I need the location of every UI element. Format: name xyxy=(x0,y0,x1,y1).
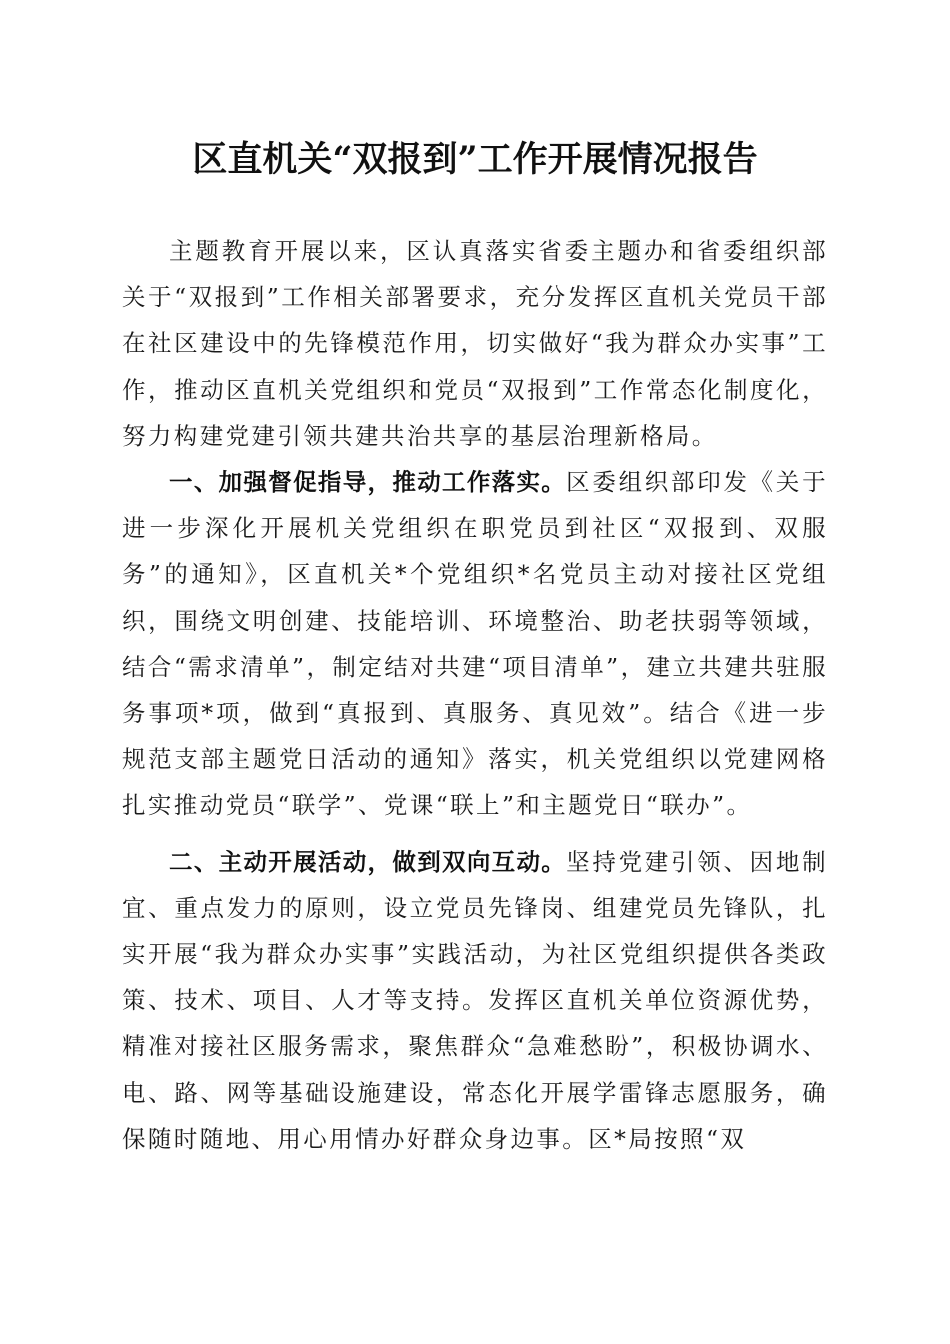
document-body xyxy=(122,228,828,1162)
paragraph-intro xyxy=(122,228,828,459)
section-1-text: 区委组织部印发《关于进一步深化开展机关党组织在职党员到社区“双报到、双服务”的通知》，区直机关*个党组织*名党员主动对接社区党组织，围绕文明创建、技能培训、环境整治、助老扶弱等领域，结合“需求清单”，制定结对共建“项目清单”，建立共建共驻服务事项*项，做到“真报到、真服务、真见效”。结合《进一步规范支部主题党日活动的通知》落实，机关党组织以党建网格扎实推动党员“联学”、党课“联上”和主题党日“联办”。 xyxy=(122,468,829,820)
document-title: 区直机关“双报到”工作开展情况报告 xyxy=(192,139,758,180)
section-2-text: 坚持党建引领、因地制宜、重点发力的原则，设立党员先锋岗、组建党员先锋队，扎实开展“我为群众办实事”实践活动，为社区党组织提供各类政策、技术、项目、人才等支持。发挥区直机关单位资源优势，精准对接社区服务需求，聚焦群众“急难愁盼”，积极协调水、电、路、网等基础设施建设，常态化开展学雷锋志愿服务，确保随时随地、用心用情办好群众身边事。区*局按照“双 xyxy=(122,847,829,1153)
paragraph-intro-text: 主题教育开展以来，区认真落实省委主题办和省委组织部关于“双报到”工作相关部署要求，充分发挥区直机关党员干部在社区建设中的先锋模范作用，切实做好“我为群众办实事”工作，推动区直机关党组织和党员“双报到”工作常态化制度化，努力构建党建引领共建共治共享的基层治理新格局。 xyxy=(122,237,828,450)
paragraph-section-1 xyxy=(122,459,828,829)
section-1-heading: 一、加强督促指导，推动工作落实。 xyxy=(169,468,567,497)
section-2-heading: 二、主动开展活动，做到双向互动。 xyxy=(169,847,567,876)
paragraph-section-2 xyxy=(122,839,828,1162)
